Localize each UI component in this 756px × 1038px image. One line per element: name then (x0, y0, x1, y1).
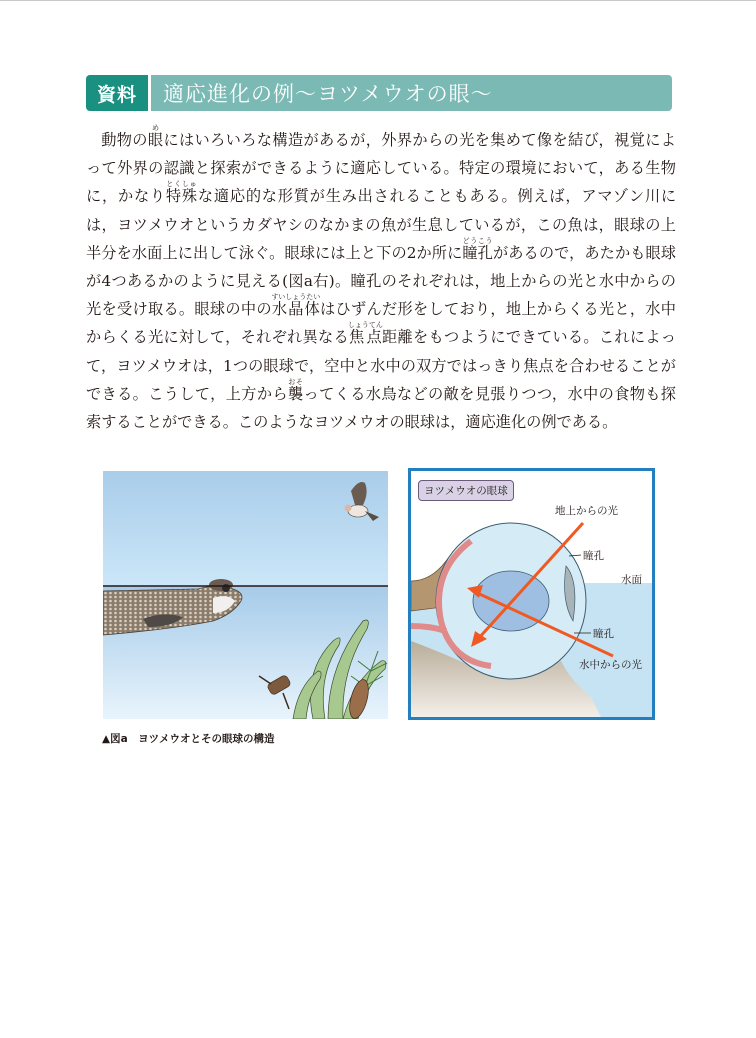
sky (103, 471, 388, 586)
ruby-word: 眼め (147, 124, 164, 149)
figure-caption: ▲図a ヨツメウオとその眼球の構造 (102, 733, 275, 745)
ruby-word: 水晶体すいしょうたい (271, 293, 321, 319)
label-pupil-lower: 瞳孔 (593, 628, 614, 640)
ruby-word: 襲おそ (287, 377, 304, 403)
section-tag: 資料 (86, 75, 148, 111)
fish-scene-image (103, 471, 388, 719)
label-pupil-upper: 瞳孔 (583, 550, 604, 562)
label-light-from-land: 地上からの光 (555, 505, 618, 517)
diagram-title: ヨツメウオの眼球 (418, 480, 514, 501)
label-water-surface: 水面 (621, 574, 642, 586)
body-paragraph: 動物の眼めにはいろいろな構造があるが，外界からの光を集めて像を結び，視覚によって外界の認識と探索ができるように適応している。特定の環境において，ある生物に，かなり特殊とくしゅな適応的な形質が生み出されることもある。例えば，アマゾン川には，ヨツメウオというカダヤシのなかまの魚が生息しているが，この魚は，眼球の上半分を水面上に出して泳ぐ。眼球には上と下の2か所に瞳孔どうこうがあるので，あたかも眼球が4つあるかのように見える(図a右)。瞳孔のそれぞれは，地上からの光と水中からの光を受け取る。眼球の中の水晶体すいしょうたいはひずんだ形をしており，地上からくる光と，水中からくる光に対して，それぞれ異なる焦点しょうてん距離をもつようにできている。これによって，ヨツメウオは，1つの眼球で，空中と水中の双方ではっきり焦点を合わせることができる。こうして，上方から襲おそってくる水鳥などの敵を見張りつつ，水中の食物も探索することができる。このようなヨツメウオの眼球は，適応進化の例である。 (86, 124, 677, 432)
ruby-word: 焦点しょうてん (347, 321, 383, 347)
page-top-rule (0, 0, 756, 1)
section-title: 適応進化の例〜ヨツメウオの眼〜 (151, 75, 672, 111)
label-light-from-water: 水中からの光 (579, 659, 642, 671)
fish-illustration (103, 471, 388, 719)
ruby-word: 瞳孔どうこう (462, 236, 493, 262)
ruby-word: 特殊とくしゅ (165, 180, 198, 206)
eyeball-diagram (408, 468, 655, 720)
section-header (86, 75, 672, 111)
